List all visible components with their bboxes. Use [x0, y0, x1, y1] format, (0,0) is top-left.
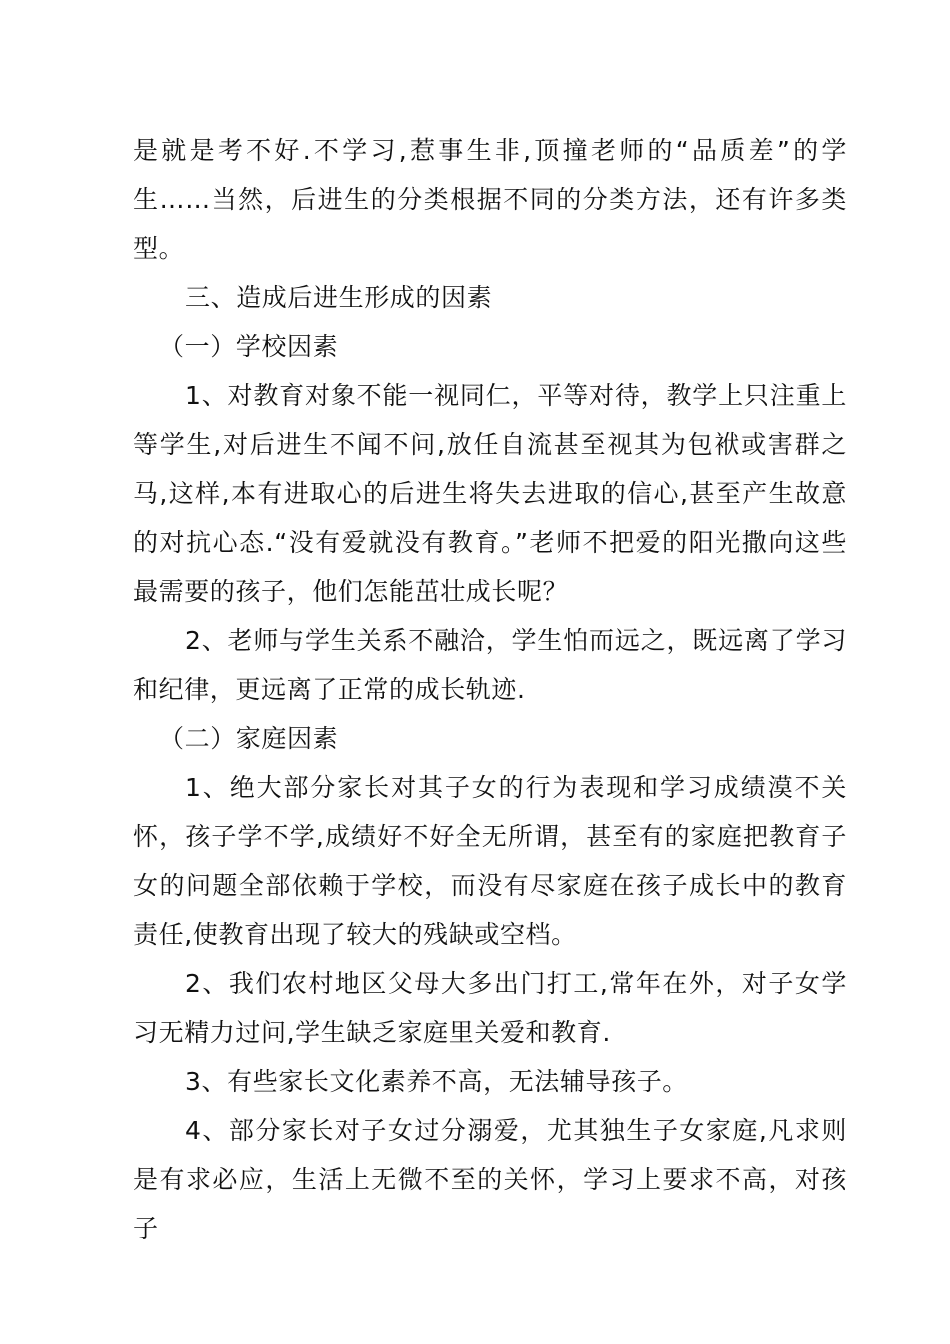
paragraph-family-4: 4、部分家长对子女过分溺爱，尤其独生子女家庭,凡求则是有求必应，生活上无微不至的关怀，学习上要求不高，对孩子 [133, 1116, 847, 1243]
paragraph-family-1: 1、绝大部分家长对其子女的行为表现和学习成绩漠不关怀，孩子学不学,成绩好不好全无所谓，甚至有的家庭把教育子女的问题全部依赖于学校，而没有尽家庭在孩子成长中的教育责任,使教育出现了较大的残缺或空档。 [133, 773, 847, 949]
subheading-family-factors: （二）家庭因素 [159, 724, 339, 753]
paragraph-school-1: 1、对教育对象不能一视同仁，平等对待，教学上只注重上等学生,对后进生不闻不问,放任自流甚至视其为包袱或害群之马,这样,本有进取心的后进生将失去进取的信心,甚至产生故意的对抗心态.“没有爱就没有教育。”老师不把爱的阳光撒向这些最需要的孩子，他们怎能茁壮成长呢？ [133, 381, 847, 606]
paragraph-continuation: 是就是考不好.不学习,惹事生非,顶撞老师的“品质差”的学生……当然，后进生的分类根据不同的分类方法，还有许多类型。 [133, 136, 847, 263]
document-body [133, 126, 847, 1253]
paragraph-family-3: 3、有些家长文化素养不高，无法辅导孩子。 [185, 1067, 688, 1096]
paragraph-family-2: 2、我们农村地区父母大多出门打工,常年在外，对子女学习无精力过问,学生缺乏家庭里关爱和教育. [133, 969, 847, 1047]
section-heading-factors: 三、造成后进生形成的因素 [185, 283, 493, 312]
paragraph-school-2: 2、老师与学生关系不融洽，学生怕而远之，既远离了学习和纪律，更远离了正常的成长轨迹. [133, 626, 847, 704]
subheading-school-factors: （一）学校因素 [159, 332, 339, 361]
